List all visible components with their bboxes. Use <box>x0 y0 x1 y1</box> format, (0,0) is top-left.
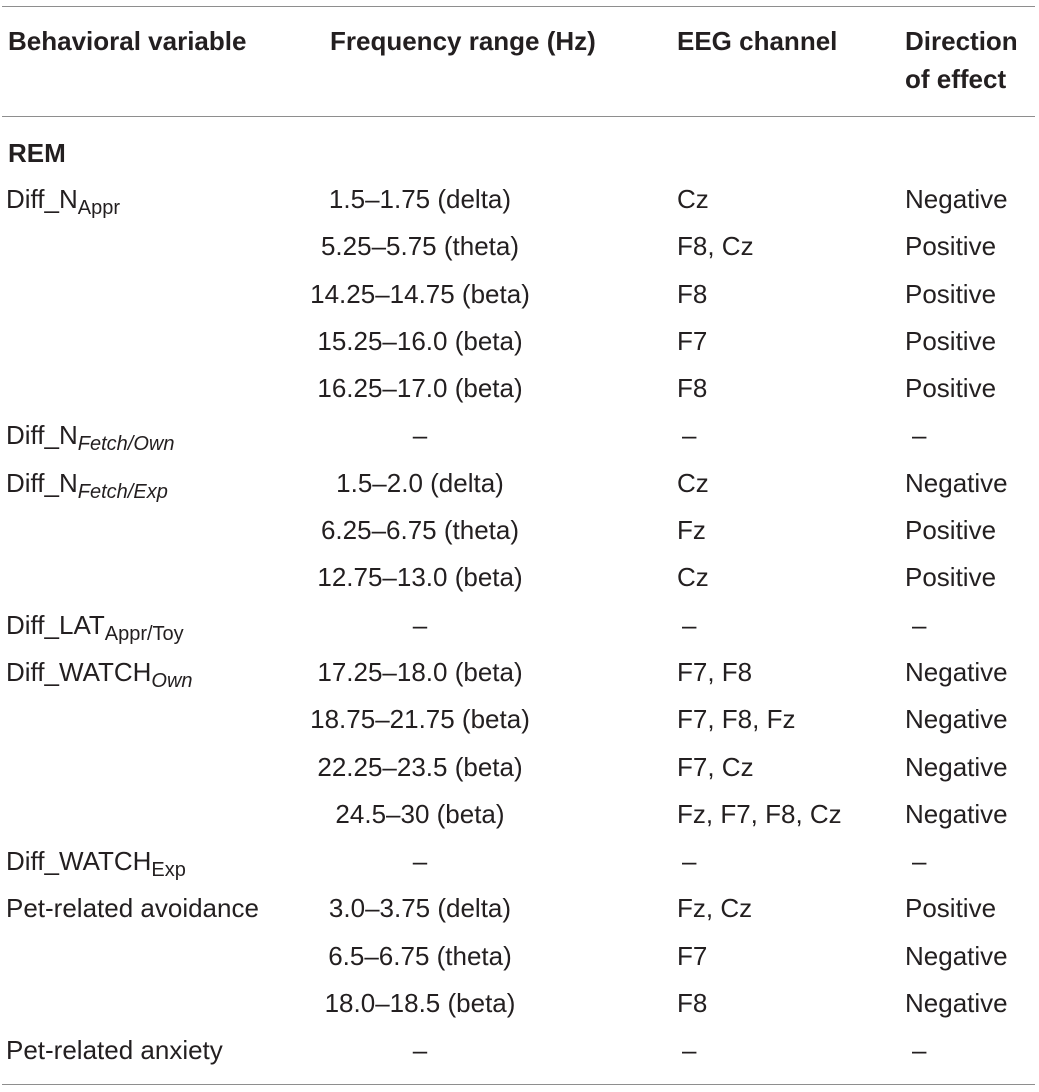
cell-eeg-channel: F7, F8 <box>677 656 753 687</box>
cell-direction: – <box>912 609 927 640</box>
variable-subscript: Appr/Toy <box>104 622 184 645</box>
cell-eeg-channel: F8 <box>677 278 708 309</box>
variable-subscript: Exp <box>151 859 186 882</box>
variable-name: Diff_N <box>6 467 78 498</box>
table-row <box>2 649 1037 696</box>
cell-behavioral-variable <box>6 460 168 507</box>
variable-name: Pet-related anxiety <box>6 1035 223 1066</box>
cell-behavioral-variable <box>6 838 186 885</box>
cell-frequency-range: 22.25–23.5 (beta) <box>317 751 523 782</box>
cell-eeg-channel: – <box>682 420 697 451</box>
cell-direction: Positive <box>905 893 997 924</box>
cell-direction: Positive <box>905 231 997 262</box>
cell-behavioral-variable <box>6 602 184 649</box>
cell-behavioral-variable <box>6 649 193 696</box>
cell-direction: Positive <box>905 562 997 593</box>
cell-direction: – <box>912 1035 927 1066</box>
cell-direction: Negative <box>905 988 1008 1019</box>
cell-eeg-channel: Fz <box>677 515 706 546</box>
cell-frequency-range: – <box>412 1035 428 1066</box>
cell-eeg-channel: F7 <box>677 325 708 356</box>
cell-direction: – <box>912 846 927 877</box>
header-behavioral-variable: Behavioral variable <box>8 26 247 56</box>
cell-eeg-channel: F7 <box>677 940 708 971</box>
cell-frequency-range: – <box>412 420 428 451</box>
cell-eeg-channel: Cz <box>677 184 709 214</box>
table-row <box>2 1027 1037 1074</box>
variable-name: Diff_N <box>6 420 78 451</box>
cell-direction: Negative <box>905 704 1008 735</box>
table-row <box>2 933 1037 980</box>
header-eeg-channel: EEG channel <box>677 26 838 56</box>
cell-frequency-range: 18.0–18.5 (beta) <box>324 988 516 1019</box>
table-row <box>2 744 1037 791</box>
cell-eeg-channel: F8 <box>677 988 708 1019</box>
cell-eeg-channel: – <box>682 846 697 877</box>
cell-eeg-channel: Fz, Cz <box>677 893 753 924</box>
variable-subscript: Fetch/Own <box>77 433 175 456</box>
top-rule <box>2 6 1035 7</box>
table-row <box>2 696 1037 743</box>
table-row <box>2 507 1037 554</box>
table-row <box>2 791 1037 838</box>
cell-behavioral-variable <box>6 885 259 932</box>
table-row <box>2 980 1037 1027</box>
variable-name: Pet-related avoidance <box>6 893 259 924</box>
table-row <box>2 176 1037 223</box>
cell-eeg-channel: F7, F8, Fz <box>677 704 796 735</box>
cell-direction: Negative <box>905 940 1008 971</box>
cell-direction: Negative <box>905 467 1008 498</box>
variable-name: Diff_LAT <box>6 609 105 640</box>
cell-direction: Negative <box>905 798 1008 829</box>
cell-eeg-channel: Cz <box>677 562 709 593</box>
variable-name: Diff_N <box>6 184 78 214</box>
cell-frequency-range: 17.25–18.0 (beta) <box>317 656 523 687</box>
variable-subscript: Own <box>151 669 193 692</box>
cell-direction: Positive <box>905 325 997 356</box>
header-frequency-range: Frequency range (Hz) <box>330 26 596 56</box>
cell-direction: Positive <box>905 278 997 309</box>
cell-behavioral-variable <box>6 1027 223 1074</box>
table-row <box>2 838 1037 885</box>
cell-frequency-range: 15.25–16.0 (beta) <box>317 325 523 356</box>
variable-name: Diff_WATCH <box>6 656 152 687</box>
cell-frequency-range: 6.25–6.75 (theta) <box>320 515 520 546</box>
cell-direction: Positive <box>905 373 997 404</box>
cell-eeg-channel: F8, Cz <box>677 231 754 262</box>
cell-frequency-range: 5.25–5.75 (theta) <box>320 231 520 262</box>
table-row <box>2 412 1037 459</box>
header-direction-line2: of effect <box>905 64 1007 94</box>
cell-eeg-channel: F7, Cz <box>677 751 754 782</box>
cell-frequency-range: – <box>412 609 428 640</box>
section-label: REM <box>8 138 66 168</box>
cell-eeg-channel: – <box>682 609 697 640</box>
cell-frequency-range: 18.75–21.75 (beta) <box>310 704 530 735</box>
table-row <box>2 554 1037 601</box>
cell-eeg-channel: Fz, F7, F8, Cz <box>677 798 842 829</box>
variable-subscript: Fetch/Exp <box>77 480 168 503</box>
cell-eeg-channel: Cz <box>677 467 709 498</box>
cell-frequency-range: 3.0–3.75 (delta) <box>328 893 512 924</box>
variable-subscript: Appr <box>77 197 121 219</box>
table-body <box>2 176 1037 1075</box>
bottom-rule <box>2 1084 1035 1085</box>
cell-frequency-range: 1.5–2.0 (delta) <box>336 467 504 498</box>
cell-frequency-range: 12.75–13.0 (beta) <box>317 562 523 593</box>
cell-direction: Positive <box>905 515 997 546</box>
cell-direction: Negative <box>905 184 1008 214</box>
cell-frequency-range: – <box>412 846 428 877</box>
header-direction-of-effect <box>905 22 1018 98</box>
table-row <box>2 602 1037 649</box>
table-row <box>2 318 1037 365</box>
table-row <box>2 223 1037 270</box>
variable-name: Diff_WATCH <box>6 846 152 877</box>
cell-frequency-range: 16.25–17.0 (beta) <box>317 373 523 404</box>
table-row <box>2 460 1037 507</box>
cell-direction: Negative <box>905 656 1008 687</box>
cell-direction: Negative <box>905 751 1008 782</box>
cell-frequency-range: 1.5–1.75 (delta) <box>328 184 512 214</box>
cell-frequency-range: 24.5–30 (beta) <box>335 798 505 829</box>
table-row <box>2 885 1037 932</box>
table-row <box>2 271 1037 318</box>
header-rule <box>2 116 1035 117</box>
header-direction-line1: Direction <box>905 26 1018 56</box>
cell-behavioral-variable <box>6 176 120 223</box>
cell-frequency-range: 6.5–6.75 (theta) <box>328 940 512 971</box>
cell-eeg-channel: F8 <box>677 373 708 404</box>
cell-direction: – <box>912 420 927 451</box>
table-row <box>2 365 1037 412</box>
cell-behavioral-variable <box>6 412 174 459</box>
cell-frequency-range: 14.25–14.75 (beta) <box>310 278 530 309</box>
cell-eeg-channel: – <box>682 1035 697 1066</box>
